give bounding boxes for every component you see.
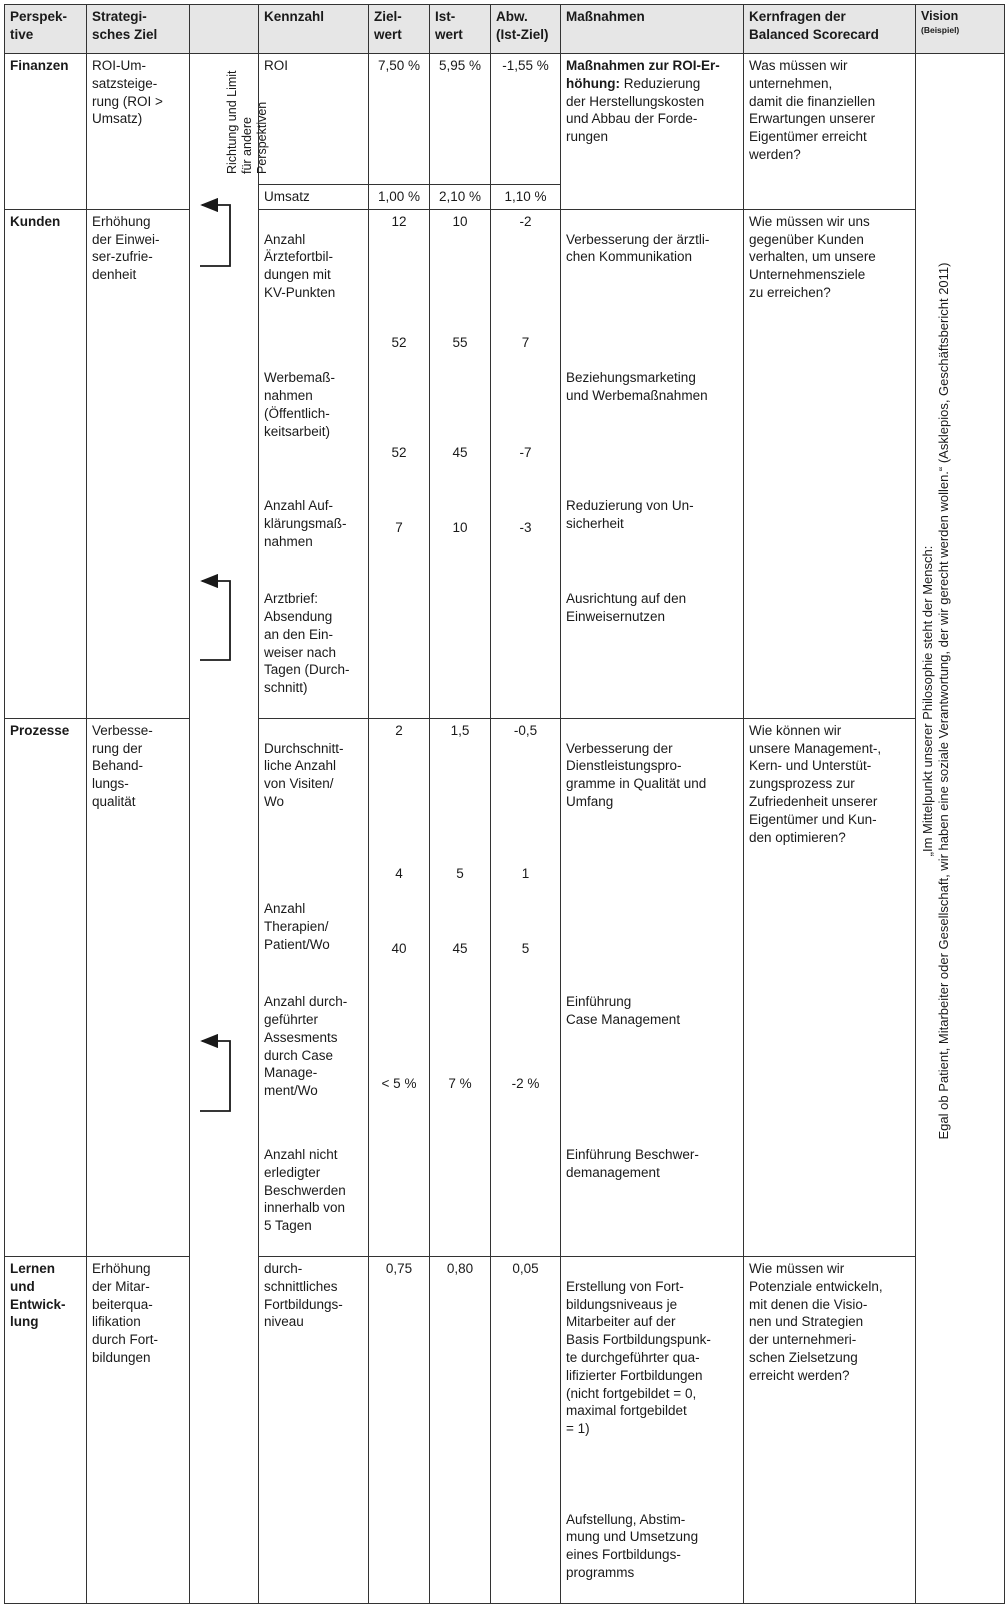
istwert-item: 7 % — [448, 1075, 472, 1091]
zielwert-item: 12 — [391, 213, 407, 229]
zielwert-item: 2 — [395, 722, 403, 738]
zielwert-item: 40 — [391, 940, 407, 956]
massnahme-finanzen-lead: Maßnahmen zur ROI-Er- höhung: — [566, 58, 720, 91]
zielwert-item: 7 — [395, 519, 403, 535]
kunden-row — [5, 209, 1005, 718]
istwert-item: 45 — [452, 444, 468, 460]
header-perspektive: Perspek- tive — [5, 5, 87, 54]
scorecard-table — [4, 4, 1005, 1604]
vision-line-2: Egal ob Patient, Mitarbeiter oder Gesellschaft, wir haben eine soziale Verantwortung, der wir gerecht werden wollen.“ (Asklepios, Geschäftsbericht 2011) — [936, 262, 952, 1140]
abweichung-item: -2 % — [511, 1075, 540, 1091]
massnahme-item: Verbesserung der ärztli- chen Kommunikation — [566, 231, 710, 265]
zielwert-roi: 7,50 % — [369, 54, 430, 185]
kennzahl-item: Anzahl Auf- klärungsmaß- nahmen — [264, 498, 347, 549]
kennzahlen-kunden — [259, 209, 369, 718]
zielwert-umsatz: 1,00 % — [369, 185, 430, 210]
istwert-item: 1,5 — [450, 722, 470, 738]
zielwert-item: 52 — [391, 444, 407, 460]
vision-column — [916, 54, 1005, 1604]
lernen-row — [5, 1256, 1005, 1603]
abweichung-lernen: 0,05 — [491, 1256, 561, 1603]
kernfrage-prozesse: Wie können wir unsere Management-, Kern- und Unterstüt- zungsprozess zur Zufriedenheit unserer Eigentümer und Kun- den optimieren? — [744, 718, 916, 1256]
kennzahl-item: Anzahl nicht erledigter Beschwerden innerhalb von 5 Tagen — [264, 1147, 346, 1234]
massnahme-item: Erstellung von Fort- bildungsniveaus je Mitarbeiter auf der Basis Fortbildungspunk- te durchgeführter qua- lifizierter Fortbildungen (nicht fortgebildet = 0, maximal fortgebildet = 1) — [566, 1278, 711, 1437]
kennzahl-item: Anzahl Ärztefortbil- dungen mit KV-Punkten — [264, 231, 336, 301]
istwerte-prozesse — [430, 718, 491, 1256]
header-row — [5, 5, 1005, 54]
kernfrage-lernen: Wie müssen wir Potenziale entwickeln, mit denen die Visio- nen und Strategien der unternehmeri- schen Zielsetzung erreicht werden? — [744, 1256, 916, 1603]
istwert-item: 55 — [452, 334, 468, 350]
massnahme-item: Reduzierung von Un- sicherheit — [566, 498, 694, 532]
abweichung-item: 5 — [521, 940, 530, 956]
zielwerte-prozesse — [369, 718, 430, 1256]
header-vision-note: (Beispiel) — [921, 24, 960, 35]
massnahme-item: Einführung Case Management — [566, 994, 681, 1027]
header-kernfragen: Kernfragen der Balanced Scorecard — [744, 5, 916, 54]
kennzahl-item: Werbemaß- nahmen (Öffentlich- keitsarbeit) — [264, 370, 336, 439]
abweichung-item: 7 — [521, 334, 530, 350]
abweichungen-kunden — [491, 209, 561, 718]
istwert-item: 45 — [452, 940, 468, 956]
header-vision: Vision (Beispiel) — [916, 5, 1005, 54]
header-abweichung: Abw. (Ist-Ziel) — [491, 5, 561, 54]
abweichung-item: -7 — [519, 444, 532, 460]
abweichung-item: 1 — [521, 865, 530, 881]
massnahme-item: Verbesserung der Dienstleistungspro- gramme in Qualität und Umfang — [566, 740, 707, 809]
ziel-lernen: Erhöhung der Mitar- beiterqua- lifikation durch Fort- bildungen — [87, 1256, 190, 1603]
kennzahl-item: Arztbrief: Absendung an den Ein- weiser nach Tagen (Durch- schnitt) — [264, 591, 350, 696]
massnahmen-lernen — [561, 1256, 744, 1603]
massnahme-item: Aufstellung, Abstim- mung und Umsetzung eines Fortbildungs- programms — [566, 1511, 699, 1580]
abweichung-item: -2 — [519, 213, 532, 229]
kennzahl-umsatz: Umsatz — [259, 185, 369, 210]
istwert-item: 10 — [452, 213, 468, 229]
zielwert-item: 52 — [391, 334, 407, 350]
vision-statement — [920, 66, 953, 1336]
massnahme-item — [566, 900, 738, 960]
kernfrage-finanzen: Was müssen wir unternehmen, damit die finanziellen Erwartungen unserer Eigentümer erreicht werden? — [744, 54, 916, 210]
zielwert-lernen: 0,75 — [369, 1256, 430, 1603]
header-kennzahl: Kennzahl — [259, 5, 369, 54]
ziel-kunden: Erhöhung der Einwei- ser-zufrie- denheit — [87, 209, 190, 718]
istwert-roi: 5,95 % — [430, 54, 491, 185]
istwert-umsatz: 2,10 % — [430, 185, 491, 210]
kennzahl-item: Anzahl durch- geführter Assesments durch Case Manage- ment/Wo — [264, 994, 348, 1099]
perspektive-finanzen: Finanzen — [5, 54, 87, 210]
perspektive-kunden: Kunden — [5, 209, 87, 718]
massnahme-finanzen-text: Reduzierung der Herstellungskosten und Abbau der Forde- rungen — [566, 75, 705, 145]
abweichung-roi: -1,55 % — [491, 54, 561, 185]
kennzahl-lernen: durch- schnittliches Fortbildungs- niveau — [259, 1256, 369, 1603]
massnahme-finanzen — [561, 54, 744, 210]
istwert-item: 5 — [456, 865, 464, 881]
prozesse-row — [5, 718, 1005, 1256]
massnahmen-prozesse — [561, 718, 744, 1256]
kennzahl-item: Durchschnitt- liche Anzahl von Visiten/ Wo — [264, 740, 344, 809]
kennzahl-item: Anzahl Therapien/ Patient/Wo — [264, 901, 330, 952]
istwerte-kunden — [430, 209, 491, 718]
zielwert-item: 4 — [395, 865, 403, 881]
kernfrage-kunden: Wie müssen wir uns gegenüber Kunden verhalten, um unsere Unternehmensziele zu erreichen? — [744, 209, 916, 718]
balanced-scorecard — [4, 4, 1005, 1604]
finanzen-row-roi — [5, 54, 1005, 185]
abweichung-umsatz: 1,10 % — [491, 185, 561, 210]
ziel-finanzen: ROI-Um- satzsteige- rung (ROI > Umsatz) — [87, 54, 190, 210]
massnahme-item: Einführung Beschwer- demanagement — [566, 1147, 699, 1180]
header-zielwert: Ziel- wert — [369, 5, 430, 54]
kennzahlen-prozesse — [259, 718, 369, 1256]
header-istwert: Ist- wert — [430, 5, 491, 54]
abweichungen-prozesse — [491, 718, 561, 1256]
richtung-column — [190, 54, 269, 1604]
perspektive-lernen: Lernen und Entwick- lung — [5, 1256, 87, 1603]
istwert-item: 10 — [452, 519, 468, 535]
massnahme-item: Ausrichtung auf den Einweisernutzen — [566, 591, 687, 624]
header-massnahmen: Maßnahmen — [561, 5, 744, 54]
istwert-lernen: 0,80 — [430, 1256, 491, 1603]
abweichung-item: -3 — [519, 519, 532, 535]
perspektive-prozesse: Prozesse — [5, 718, 87, 1256]
vision-line-1: „Im Mittelpunkt unserer Philosophie steht der Mensch: — [920, 545, 935, 857]
zielwert-item: < 5 % — [381, 1075, 417, 1091]
header-arrow-column — [190, 5, 259, 54]
header-strategisches-ziel: Strategi- sches Ziel — [87, 5, 190, 54]
richtung-label: Richtung und Limit für andere Perspektiven — [225, 70, 269, 174]
ziel-prozesse: Verbesse- rung der Behand- lungs- qualität — [87, 718, 190, 1256]
massnahmen-kunden — [561, 209, 744, 718]
abweichung-item: -0,5 — [513, 722, 538, 738]
massnahme-item: Beziehungsmarketing und Werbemaßnahmen — [566, 370, 708, 404]
kennzahl-roi: ROI — [259, 54, 369, 185]
zielwerte-kunden — [369, 209, 430, 718]
